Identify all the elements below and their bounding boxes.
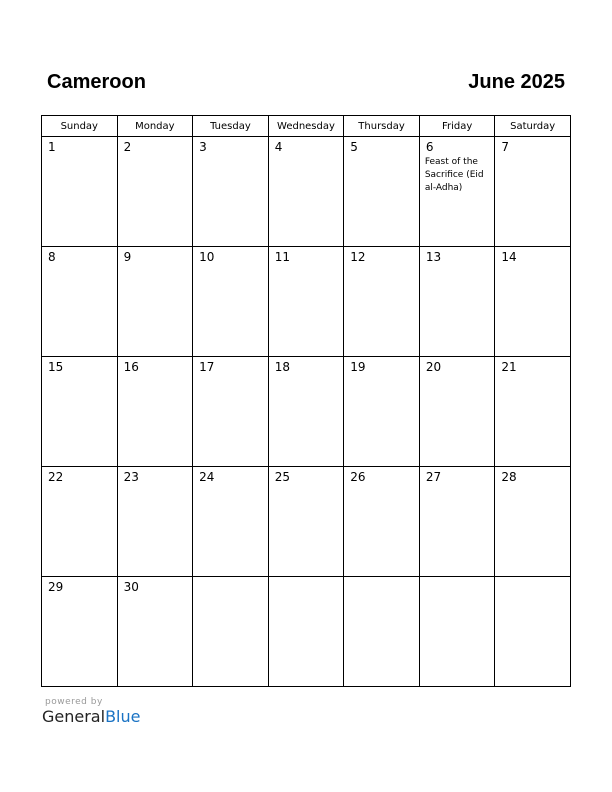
day-number: 27 bbox=[425, 470, 442, 484]
day-number: 16 bbox=[123, 360, 139, 374]
day-number: 15 bbox=[48, 360, 64, 374]
day-cell bbox=[117, 247, 193, 357]
weekday-thursday: Thursday bbox=[344, 116, 420, 137]
day-cell bbox=[419, 357, 495, 467]
day-cell bbox=[268, 357, 344, 467]
weekday-monday: Monday bbox=[117, 116, 193, 137]
day-number: 14 bbox=[501, 250, 517, 264]
day-number: 29 bbox=[48, 580, 64, 594]
day-number: 19 bbox=[350, 360, 366, 374]
day-cell bbox=[344, 357, 420, 467]
weekday-wednesday: Wednesday bbox=[268, 116, 344, 137]
day-cell bbox=[117, 577, 193, 687]
empty-day-cell bbox=[268, 577, 344, 687]
day-number: 12 bbox=[350, 250, 366, 264]
generalblue-footer bbox=[42, 697, 140, 727]
day-cell bbox=[42, 577, 118, 687]
day-cell bbox=[193, 137, 269, 247]
day-cell bbox=[117, 467, 193, 577]
day-number: 18 bbox=[274, 360, 290, 374]
day-number: 22 bbox=[48, 470, 64, 484]
week-row bbox=[42, 357, 571, 467]
day-cell bbox=[42, 467, 118, 577]
day-number: 21 bbox=[501, 360, 517, 374]
day-cell bbox=[268, 247, 344, 357]
day-cell bbox=[42, 357, 118, 467]
empty-day-cell bbox=[419, 577, 495, 687]
day-cell bbox=[495, 247, 571, 357]
empty-day-cell bbox=[495, 577, 571, 687]
day-cell bbox=[268, 467, 344, 577]
day-number: 9 bbox=[123, 250, 132, 264]
day-number: 5 bbox=[350, 140, 358, 154]
generalblue-logo bbox=[42, 707, 140, 727]
day-cell bbox=[419, 247, 495, 357]
day-number: 10 bbox=[199, 250, 215, 264]
day-cell bbox=[419, 137, 495, 247]
day-number: 2 bbox=[123, 140, 132, 154]
day-number: 23 bbox=[123, 470, 139, 484]
day-cell bbox=[344, 247, 420, 357]
weekday-friday: Friday bbox=[419, 116, 495, 137]
day-cell bbox=[117, 357, 193, 467]
day-number: 26 bbox=[350, 470, 366, 484]
weekday-saturday: Saturday bbox=[495, 116, 571, 137]
day-cell bbox=[495, 357, 571, 467]
weekday-header-row bbox=[42, 116, 571, 137]
day-cell bbox=[495, 467, 571, 577]
day-number: 1 bbox=[48, 140, 56, 154]
powered-by-text: powered by bbox=[45, 697, 103, 707]
day-number: 7 bbox=[501, 140, 510, 154]
day-number: 4 bbox=[274, 140, 283, 154]
country-title: Cameroon bbox=[47, 71, 146, 93]
empty-day-cell bbox=[344, 577, 420, 687]
brand-blue-text: Blue bbox=[105, 707, 141, 726]
day-number: 28 bbox=[501, 470, 517, 484]
day-number: 20 bbox=[425, 360, 442, 374]
day-number: 13 bbox=[425, 250, 442, 264]
day-cell bbox=[193, 357, 269, 467]
day-number: 25 bbox=[274, 470, 290, 484]
day-cell bbox=[42, 137, 118, 247]
day-cell bbox=[117, 137, 193, 247]
day-number: 17 bbox=[199, 360, 215, 374]
week-row bbox=[42, 577, 571, 687]
weekday-sunday: Sunday bbox=[42, 116, 118, 137]
day-number: 24 bbox=[199, 470, 215, 484]
day-number: 30 bbox=[123, 580, 139, 594]
day-cell bbox=[419, 467, 495, 577]
month-year-title: June 2025 bbox=[468, 71, 565, 93]
holiday-label: Feast of the Sacrifice (Eid al-Adha) bbox=[424, 157, 484, 193]
weekday-tuesday: Tuesday bbox=[193, 116, 269, 137]
day-number: 3 bbox=[199, 140, 207, 154]
day-cell bbox=[344, 137, 420, 247]
day-number: 8 bbox=[48, 250, 56, 264]
day-cell bbox=[495, 137, 571, 247]
calendar-grid bbox=[41, 115, 571, 687]
week-row bbox=[42, 137, 571, 247]
day-cell bbox=[193, 467, 269, 577]
day-number: 11 bbox=[274, 250, 290, 264]
day-number: 6 bbox=[425, 140, 434, 154]
week-row bbox=[42, 467, 571, 577]
empty-day-cell bbox=[193, 577, 269, 687]
day-cell bbox=[42, 247, 118, 357]
brand-general-text: General bbox=[42, 707, 106, 726]
day-cell bbox=[193, 247, 269, 357]
week-row bbox=[42, 247, 571, 357]
day-cell bbox=[344, 467, 420, 577]
day-cell bbox=[268, 137, 344, 247]
